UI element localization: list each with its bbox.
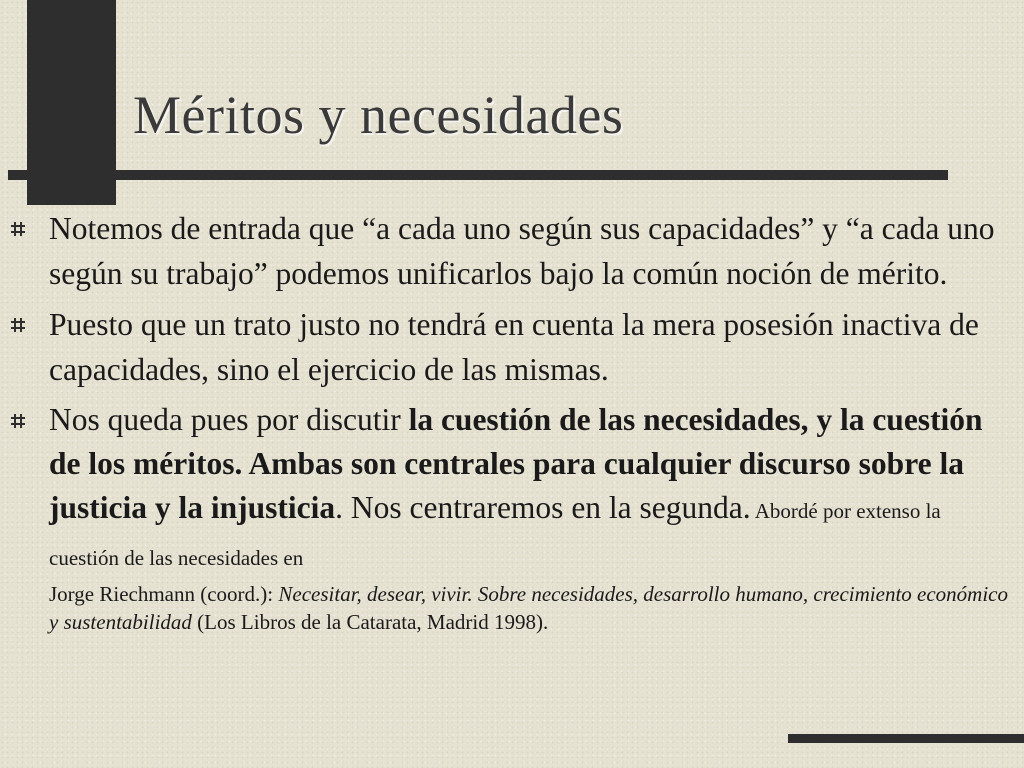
slide-content	[0, 206, 1024, 636]
hash-bullet-icon	[11, 318, 25, 332]
decorative-bottom-rule	[788, 734, 1024, 743]
bullet-text-3-conclusion: . Nos centraremos en la segunda.	[335, 490, 751, 525]
footnote-book-title: Necesitar, desear, vivir. Sobre necesidades, desarrollo humano, crecimiento económico y sustentabilidad	[49, 582, 1008, 634]
footnote-citation	[49, 580, 1010, 636]
footnote-publisher: (Los Libros de la Catarata, Madrid 1998).	[191, 610, 549, 634]
bullet-item-1	[0, 206, 1024, 296]
footnote-author: Jorge Riechmann (coord.):	[49, 582, 279, 606]
footnote-text-lead: Abordé por extenso la cuestión de las necesidades en	[49, 499, 941, 570]
decorative-horizontal-rule	[8, 170, 948, 180]
hash-bullet-icon	[11, 414, 25, 428]
hash-bullet-icon	[11, 222, 25, 236]
bullet-text-3-bold: la cuestión de las necesidades, y la cuestión de los méritos. Ambas son centrales para cualquier discurso sobre la justicia y la injusticia	[49, 402, 983, 525]
slide-title: Méritos y necesidades	[133, 85, 624, 145]
bullet-text-1: Notemos de entrada que “a cada uno según sus capacidades” y “a cada uno según su trabajo” podemos unificarlos bajo la común noción de mérito.	[49, 211, 995, 291]
bullet-item-2	[0, 302, 1024, 392]
bullet-text-2: Puesto que un trato justo no tendrá en cuenta la mera posesión inactiva de capacidades, sino el ejercicio de las mismas.	[49, 307, 979, 387]
bullet-text-3-intro: Nos queda pues por discutir	[49, 402, 409, 437]
bullet-item-3	[0, 398, 1024, 636]
